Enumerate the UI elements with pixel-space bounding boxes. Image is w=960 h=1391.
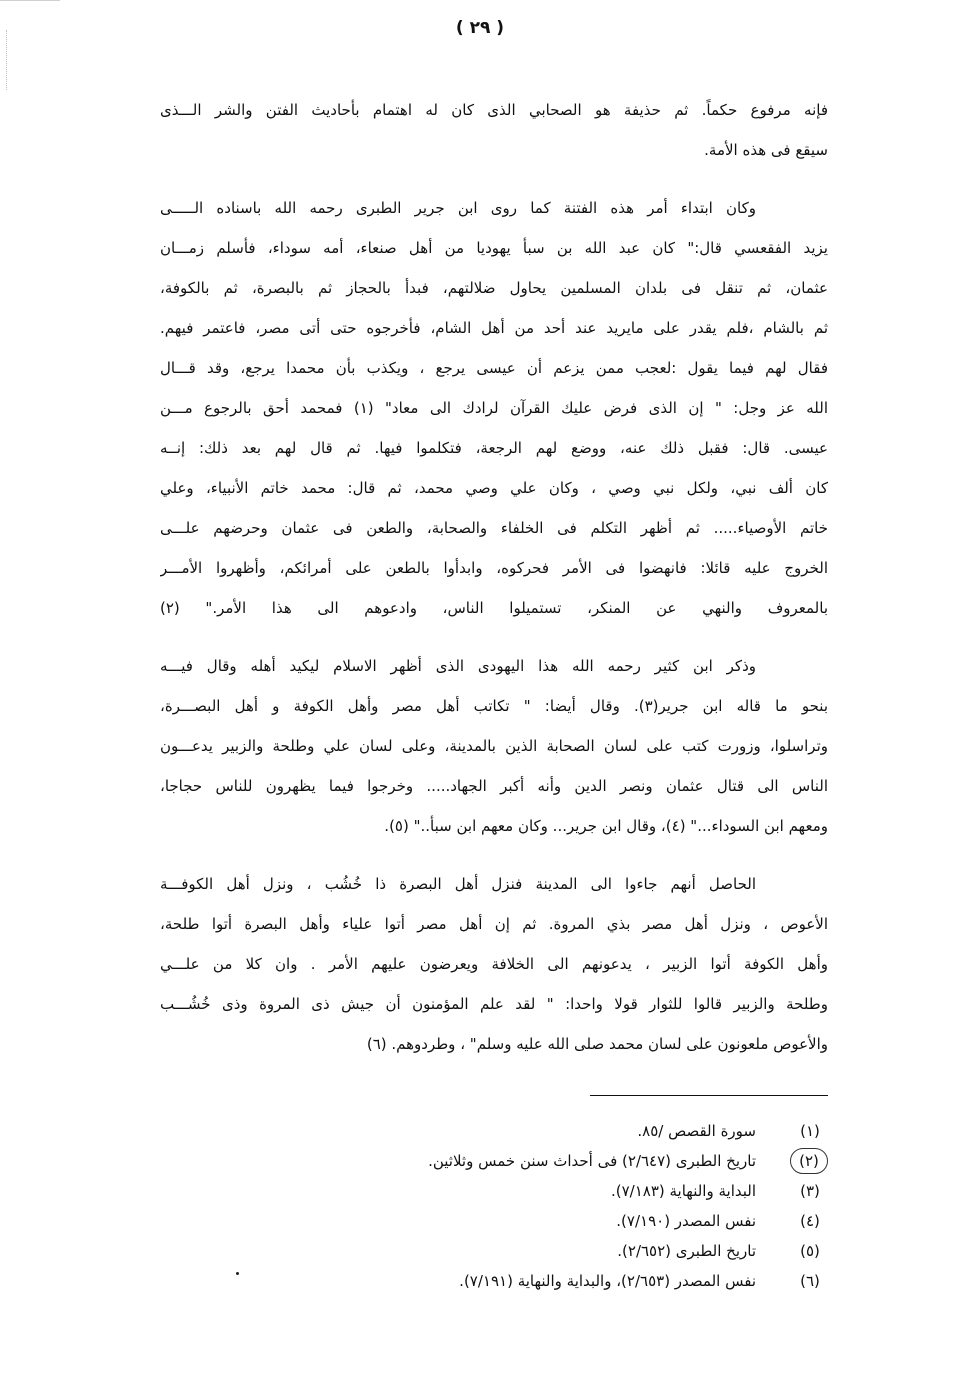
footnote-marker: (٣) [800, 1182, 820, 1200]
footnote-text: نفس المصدر (٧/١٩٠). [616, 1212, 756, 1230]
text-line: ثم بالشام ،فلم يقدر على مايريد عند أحد من أهل الشام، فأخرجوه حتى أتى مصر، فاعتمر فيهم. [160, 319, 828, 337]
scan-edge-mark [0, 0, 60, 5]
text-line: بالمعروف والنهي عن المنكر، تستميلوا الناس، وادعوهم الى هذا الأمر." (٢) [160, 599, 828, 617]
footnote-marker: (١) [800, 1122, 820, 1140]
text-line: فإنه مرفوع حكماً. ثم حذيفة هو الصحابي الذى كان له اهتمام بأحاديث الفتن والشر الـــذى [160, 101, 828, 119]
text-line: وذكر ابن كثير رحمه الله هذا اليهودى الذى أظهر الاسلام ليكيد أهله وقال فيـــه [160, 657, 756, 675]
paragraph [160, 90, 828, 170]
paragraph-gap [160, 170, 828, 188]
paragraph [160, 864, 828, 1064]
footnote-marker: (٦) [800, 1272, 820, 1290]
text-line: والأعوص ملعونون على لسان محمد صلى الله عليه وسلم" ، وطردوهم. (٦) [366, 1035, 828, 1053]
text-line: سيقع فى هذه الأمة. [704, 141, 828, 159]
text-line: عيسى. قال: فقبل ذلك عنه، ووضع لهم الرجعة، فتكلموا فيها. ثم قال لهم بعد ذلك: إنــه [160, 439, 828, 457]
text-line: وطلحة والزبير قالوا للثوار قولا واحدا: " لقد علم المؤمنون أن جيش ذى المروة وذى خُشُـــب [160, 995, 828, 1013]
footnote-text: سورة القصص /٨٥. [637, 1122, 756, 1140]
scan-binding-edge [6, 30, 8, 90]
footnote [250, 1236, 828, 1266]
text-line: وأهل الكوفة أتوا الزبير ، يدعونهم الى الخلافة ويعرضون عليهم الأمر . وان كلا من علـــي [160, 955, 828, 973]
paragraph [160, 646, 828, 846]
footnote-separator [590, 1095, 828, 1096]
text-line: الله عز وجل: " إن الذى فرض عليك القرآن لرادك الى معاد" (١) فمحمد أحق بالرجوع مـــن [160, 399, 828, 417]
footnote-text: تاريخ الطبرى (٢/٦٤٧) فى أحداث سنن خمس وثلاثين. [428, 1152, 756, 1170]
text-line: يزيد الفقعسي قال:" كان عبد الله بن سبأ يهوديا من أهل صنعاء، أمه سوداء، فأسلم زمـــان [160, 239, 828, 257]
footnote [250, 1146, 828, 1176]
footnote [250, 1206, 828, 1236]
text-line: بنحو ما قاله ابن جرير(٣). وقال أيضا: " تكاتب أهل مصر وأهل الكوفة و أهل البصـــرة، [160, 697, 828, 715]
scan-speck [236, 1272, 239, 1275]
paragraph-gap [160, 628, 828, 646]
footnote-text: البداية والنهاية (٧/١٨٣). [610, 1182, 756, 1200]
footnote-text: تاريخ الطبرى (٢/٦٥٢). [617, 1242, 756, 1260]
text-line: خاتم الأوصياء..... ثم أظهر التكلم فى الخلفاء والصحابة، والطعن فى عثمان وحرضهم علـــى [160, 519, 828, 537]
footnotes-list [250, 1116, 828, 1296]
paragraph [160, 188, 828, 628]
paragraph-gap [160, 846, 828, 864]
footnote [250, 1116, 828, 1146]
footnote [250, 1266, 828, 1296]
text-line: عثمان، ثم تنقل فى بلدان المسلمين يحاول ضلالتهم، فبدأ بالحجاز ثم بالبصرة، ثم بالكوفة، [160, 279, 828, 297]
text-line: وكان ابتداء أمر هذه الفتنة كما روى ابن جرير الطبرى رحمه الله باسناده الـــــى [160, 199, 756, 217]
footnote [250, 1176, 828, 1206]
footnote-marker: (٥) [800, 1242, 820, 1260]
text-line: الحاصل أنهم جاءوا الى المدينة فنزل أهل البصرة ذا خُشُب ، ونزل أهل الكوفـــة [160, 875, 756, 893]
text-line: الخروج عليه قائلا: فانهضوا فى الأمر فحركوه، وابدأوا بالطعن على أمرائكم، وأظهروا الأمـــر [160, 559, 828, 577]
text-line: الأعوص ، ونزل أهل مصر بذي المروة. ثم إن أهل مصر أتوا علياء وأهل البصرة أتوا طلحة، [160, 915, 828, 933]
text-line: كان ألف نبي، ولكل نبي وصي ، وكان علي وصي محمد، ثم قال: محمد خاتم الأنبياء، وعلي [160, 479, 828, 497]
body-text [160, 90, 828, 1064]
text-line: وتراسلوا، وزورت كتب على لسان الصحابة الذين بالمدينة، وعلى لسان علي وطلحة والزبير يدعـــون [160, 737, 828, 755]
footnote-marker-circled: (٢) [790, 1148, 828, 1174]
text-line: فقال لهم فيما يقول :لعجب ممن يزعم أن عيسى يرجع ، ويكذب بأن محمدا يرجع، وقد قـــال [160, 359, 828, 377]
footnote-marker: (٤) [800, 1212, 820, 1230]
text-line: الناس الى قتال عثمان ونصر الدين وأنه أكبر الجهاد..... وخرجوا فيما يظهرون للناس حجاجا، [160, 777, 828, 795]
text-line: ومعهم ابن السوداء..." (٤)، وقال ابن جرير... وكان معهم ابن سبأ.." (٥). [384, 817, 828, 835]
footnote-text: نفس المصدر (٢/٦٥٣)، والبداية والنهاية (٧/١٩١). [459, 1272, 756, 1290]
page-number: ( ٢٩ ) [455, 18, 505, 38]
